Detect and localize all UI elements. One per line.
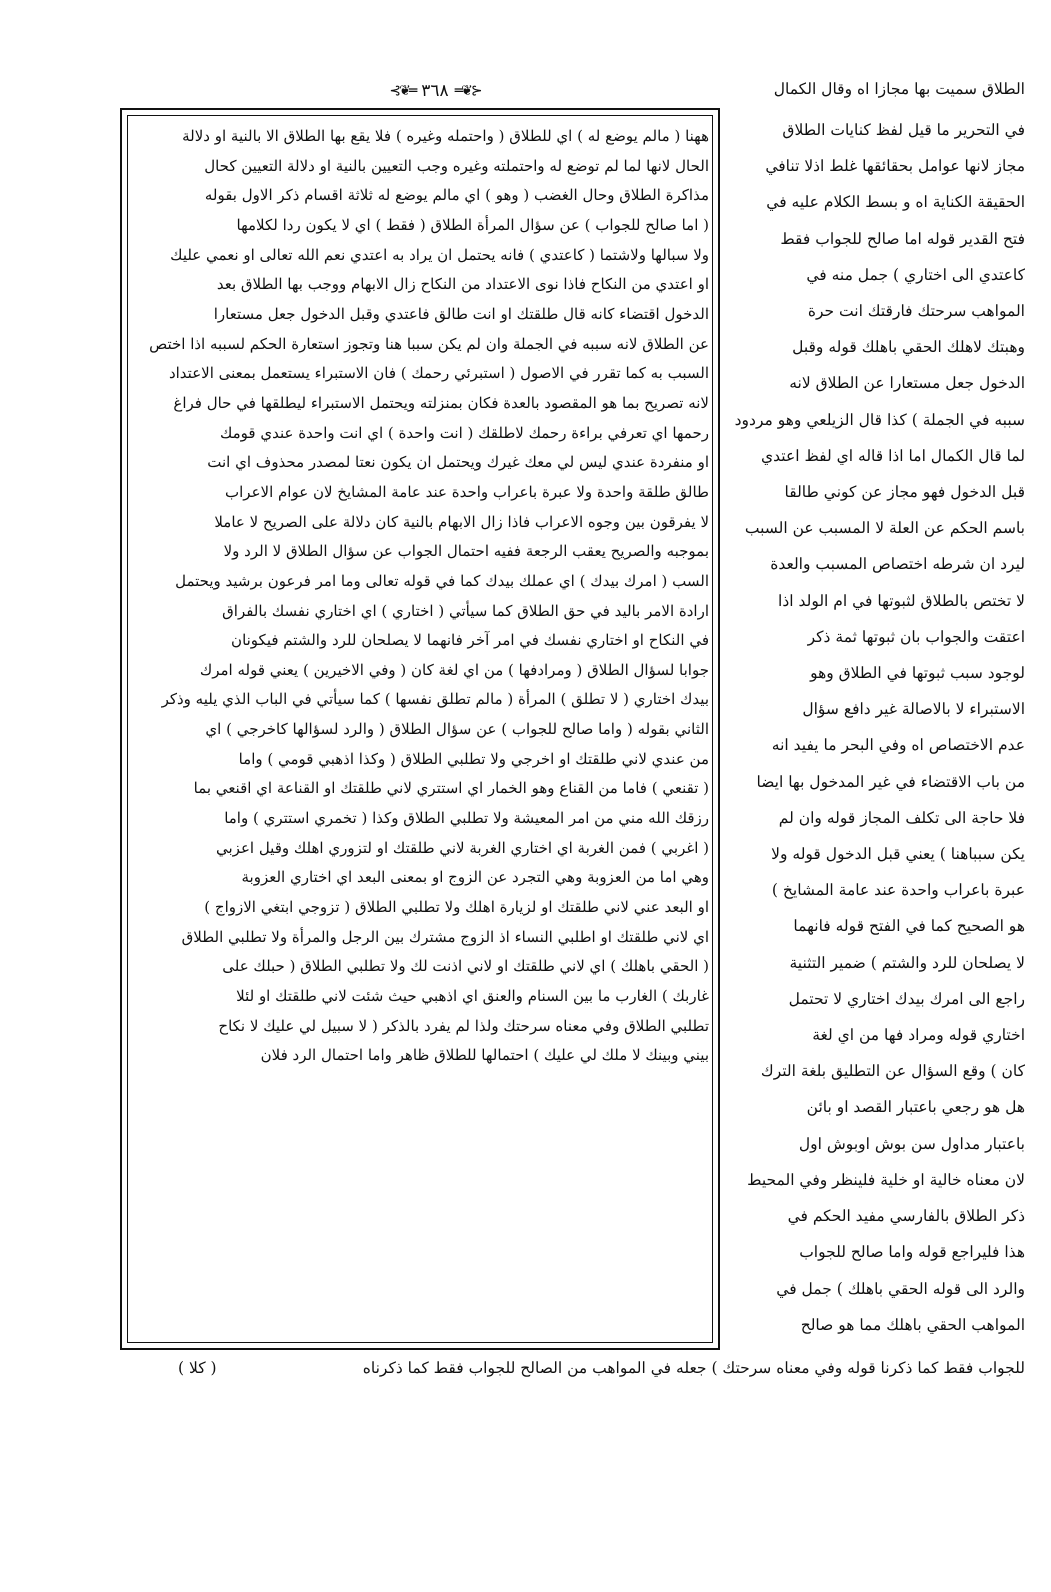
main-text-line: الثاني بقوله ( واما صالح للجواب ) عن سؤال الطلاق ( والرد لسؤالها كاخرجي ) اي bbox=[205, 720, 709, 739]
margin-line: الاستبراء لا بالاصالة غير دافع سؤال bbox=[802, 700, 1025, 719]
main-text-line: ( اما صالح للجواب ) عن سؤال المرأة الطلاق ( فقط ) اي لا يكون ردا لكلامها bbox=[236, 215, 709, 234]
main-text-line: ههنا ( مالم يوضع له ) اي للطلاق ( واحتمله وغيره ) فلا يقع بها الطلاق الا بالنية او دلالة bbox=[182, 127, 709, 145]
main-text-line: في النكاح او اختاري نفسك في امر آخر فانهما لا يصلحان للرد والشتم فيكونان bbox=[231, 631, 709, 650]
right-ornament-icon: ═❦⊱ bbox=[454, 83, 481, 99]
main-text-line: جوابا لسؤال الطلاق ( ومرادفها ) من اي لغة كان ( وفي الاخيرين ) يعني قوله امرك bbox=[199, 660, 709, 679]
main-text-line: الدخول اقتضاء كانه قال طلقتك او انت طالق فاعتدي وقبل الدخول جعل مستعارا bbox=[213, 304, 709, 323]
main-text-line: الحال لانها لما لم توضع له واحتملته وغيره وجب التعيين بالنية او دلالة التعيين كحال bbox=[204, 156, 709, 175]
margin-line: الحقيقة الكناية اه و بسط الكلام عليه في bbox=[766, 193, 1025, 212]
main-text-line: لانه تصريح بما هو المقصود بالعدة فكان بمنزلته ويحتمل الاستبراء ليطلقها في حال فراغ bbox=[173, 393, 709, 412]
margin-line: في التحرير ما قيل لفظ كنايات الطلاق bbox=[782, 121, 1025, 139]
main-text-line: غاربك ) الغارب ما بين السنام والعنق اي اذهبي حيث شئت لاني طلقتك او لئلا bbox=[236, 987, 709, 1006]
main-text-line: من عندي لاني طلقتك او اخرجي ولا تطلبي الطلاق ( وكذا اذهبي قومي ) واما bbox=[238, 749, 709, 768]
margin-line: عبرة باعراب واحدة عند عامة المشايخ ) bbox=[771, 881, 1025, 900]
page-number-ornament bbox=[370, 76, 500, 106]
margin-line: من باب الاقتضاء في غير المدخول بها ايضا bbox=[756, 772, 1025, 791]
main-text-line: مذاكرة الطلاق وحال الغضب ( وهو ) اي مالم يوضع له ثلاثة اقسام ذكر الاول بقوله bbox=[204, 186, 709, 205]
main-text-line: عن الطلاق لانه سببه في الجملة وان لم يكن سببا هنا وتجوز استعارة الحكم لسببه اذا اختص bbox=[149, 334, 709, 353]
main-text-line: السب ( امرك بيدك ) اي عملك بيدك كما في قوله تعالى وما امر فرعون برشيد ويحتمل bbox=[175, 571, 709, 590]
main-text-line: بيني وبينك لا ملك لي عليك ) احتمالها للطلاق ظاهر واما احتمال الرد فلان bbox=[260, 1046, 709, 1065]
margin-line: وهبتك لاهلك الحقي باهلك قوله وقبل bbox=[792, 338, 1025, 357]
margin-line: فلا حاجة الى تكلف المجاز قوله وان لم bbox=[778, 808, 1025, 827]
margin-line: كان ) وقع السؤال عن التطليق بلغة الترك bbox=[760, 1062, 1025, 1081]
margin-line: مجاز لانها عوامل بحقائقها غلط اذلا تنافي bbox=[765, 157, 1025, 176]
margin-header-line: الطلاق سميت بها مجازا اه وقال الكمال bbox=[773, 80, 1025, 98]
main-text-line: بموجبه والصريح يعقب الرجعة ففيه احتمال الجواب عن سؤال الطلاق لا الرد ولا bbox=[223, 542, 709, 561]
main-text-line: او البعد عني لاني طلقتك او لزيارة اهلك ولا تطلبي الطلاق ( تزوجي ابتغي الازواج ) bbox=[204, 898, 709, 917]
main-text-line: رزقك الله مني من امر المعيشة ولا تطلبي الطلاق وكذا ( تخمري استتري ) واما bbox=[224, 809, 709, 828]
signature-mark: ( كلا ) bbox=[178, 1359, 217, 1377]
page-number: ٣٦٨ bbox=[421, 81, 449, 101]
main-text-line: رحمها اي تعرفي براءة رحمك لاطلقك ( انت واحدة ) اي انت واحدة عندي قومك bbox=[219, 423, 709, 442]
margin-line: هل هو رجعي باعتبار القصد او بائن bbox=[806, 1098, 1025, 1117]
margin-line: باعتبار مداول سن بوش اوبوش اول bbox=[798, 1134, 1025, 1153]
main-text-body bbox=[131, 122, 709, 1071]
margin-line: ليرد ان شرطه اختصاص المسبب والعدة bbox=[770, 555, 1025, 574]
footer-continuation-line: للجواب فقط كما ذكرنا قوله وفي معناه سرحتك ) جعله في المواهب من الصالح للجواب فقط كما ذكرناه bbox=[362, 1359, 1025, 1377]
main-text-line: ( الحقي باهلك ) اي لاني طلقتك او لاني اذنت لك ولا تطلبي الطلاق ( حبلك على bbox=[222, 957, 709, 976]
margin-line: لان معناه خالية او خلية فلينظر وفي المحيط bbox=[747, 1170, 1025, 1189]
main-text-line: طالق طلقة واحدة ولا عبرة باعراب واحدة عند عامة المشايخ لان عوام الاعراب bbox=[225, 482, 709, 501]
main-text-line: لا يفرقون بين وجوه الاعراب فاذا زال الابهام بالنية كان دلالة على الصريح لا عاملا bbox=[214, 512, 709, 531]
margin-line: والرد الى قوله الحقي باهلك ) جمل في bbox=[776, 1279, 1025, 1298]
main-text-line: وهي اما من العزوبة وهي التجرد عن الزوج او بمعنى البعد اي اختاري العزوبة bbox=[241, 868, 709, 887]
margin-line: راجع الى امرك بيدك اختاري لا تحتمل bbox=[788, 989, 1025, 1008]
margin-line: باسم الحكم عن العلة لا المسبب عن السبب bbox=[744, 519, 1025, 538]
margin-line: لا يصلحان للرد والشتم ) ضمير التثنية bbox=[789, 953, 1025, 972]
main-text-line: ( تقنعي ) فاما من القناع وهو الخمار اي استتري لاني طلقتك او القناعة اي اقنعي بما bbox=[193, 779, 709, 798]
main-text-line: ارادة الامر باليد في حق الطلاق كما سيأتي ( اختاري ) اي اختاري نفسك بالفراق bbox=[222, 601, 709, 620]
margin-line: هو الصحيح كما في الفتح قوله فانهما bbox=[793, 917, 1025, 936]
main-text-line: او منفردة عندي ليس لي معك غيرك ويحتمل ان يكون نعتا لمصدر محذوف اي انت bbox=[207, 453, 709, 472]
margin-line: لما قال الكمال اما اذا قاله اي لفظ اعتدي bbox=[761, 446, 1025, 465]
margin-line: ذكر الطلاق بالفارسي مفيد الحكم في bbox=[787, 1207, 1025, 1226]
margin-line: لا تختص بالطلاق لثبوتها في ام الولد اذا bbox=[778, 591, 1025, 610]
margin-line: المواهب سرحتك فارقتك انت حرة bbox=[807, 302, 1025, 321]
main-text-line: او اعتدي من النكاح فاذا نوى الاعتداد من النكاح زال الابهام ووجب بها الطلاق بعد bbox=[216, 275, 709, 294]
main-text-line: ( اغربي ) فمن الغربة اي اختاري الغربة لاني طلقتك او لتزوري اهلك وقيل اعزبي bbox=[215, 838, 709, 857]
margin-line: هذا فليراجع قوله واما صالح للجواب bbox=[799, 1243, 1025, 1262]
margin-line: اعتقت والجواب بان ثبوتها ثمة ذكر bbox=[807, 627, 1025, 646]
margin-line: فتح القدير قوله اما صالح للجواب فقط bbox=[780, 229, 1025, 248]
margin-line: كاعتدي الى اختاري ) جمل منه في bbox=[806, 265, 1025, 284]
main-text-line: السبب به كما تقرر في الاصول ( استبرئي رحمك ) فان الاستبراء يستعمل بمعنى الاعتداد bbox=[168, 364, 709, 383]
margin-line: يكن سبباهنا ) يعني قبل الدخول قوله ولا bbox=[771, 845, 1025, 864]
margin-line: عدم الاختصاص اه وفي البحر ما يفيد انه bbox=[771, 736, 1025, 755]
margin-commentary bbox=[735, 112, 1025, 1343]
main-text-line: تطلبي الطلاق وفي معناه سرحتك ولذا لم يفرد بالذكر ( لا سبيل لي عليك لا نكاح bbox=[218, 1016, 709, 1035]
margin-line: الدخول جعل مستعارا عن الطلاق لانه bbox=[789, 374, 1025, 393]
left-ornament-icon: ⊰❦═ bbox=[389, 83, 416, 99]
footer bbox=[130, 1355, 1025, 1381]
margin-line: اختاري قوله ومراد فها من اي لغة bbox=[812, 1026, 1025, 1045]
margin-line: قبل الدخول فهو مجاز عن كوني طالقا bbox=[784, 483, 1025, 502]
main-text-line: اي لاني طلقتك او اطلبي النساء اذ الزوج مشترك بين الرجل والمرأة ولا تطلبي الطلاق bbox=[181, 927, 709, 946]
main-text-line: بيدك اختاري ( لا تطلق ) المرأة ( مالم تطلق نفسها ) كما سيأتي في الباب الذي يليه وذكر bbox=[161, 690, 709, 709]
margin-line: لوجود سبب ثبوتها في الطلاق وهو bbox=[810, 664, 1025, 683]
main-text-line: ولا سبالها ولاشتما ( كاعتدي ) فانه يحتمل ان يراد به اعتدي نعم الله تعالى او نعمي عليك bbox=[170, 245, 709, 264]
margin-line: المواهب الحقي باهلك مما هو صالح bbox=[800, 1315, 1025, 1334]
margin-line: سببه في الجملة ) كذا قال الزيلعي وهو مردود bbox=[735, 410, 1025, 429]
